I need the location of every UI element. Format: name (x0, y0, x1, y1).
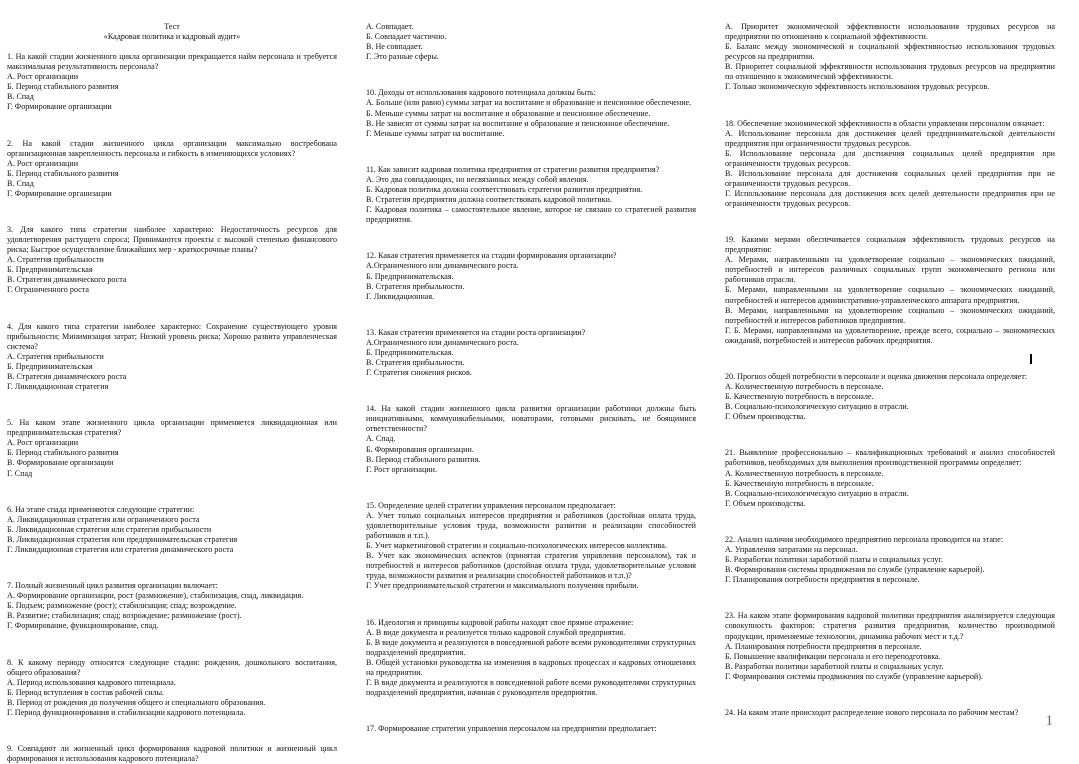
question-text: 10. Доходы от использования кадрового потенциала должны быть: (366, 88, 596, 98)
answer-option: А. Ликвидационная стратегия или ограниченного роста (7, 514, 200, 524)
answer-option: Г. Это разные сферы. (366, 52, 439, 62)
page-number: 1 (1045, 713, 1053, 729)
question-text: 21. Выявление профессионально – квалификационных требований и анализ способностей работников, необходимых для выполнения производственной программы определяет: (725, 448, 1055, 468)
answer-option: Б. Качественную потребность в персонале. (725, 392, 874, 402)
answer-option: В. Стратегия динамического роста (7, 275, 127, 285)
title-spacer (7, 42, 337, 52)
text-column-2 (366, 22, 696, 734)
answer-option: Б. Мерами, направленными на удовлетворение социально – экономических ожиданий, потребностей и интересов административно-управленческого аппарата предприятия. (725, 285, 1055, 305)
answer-option: В. Стратегия предприятия должна соответствовать кадровой политики. (366, 195, 612, 205)
answer-option: А. Рост организации (7, 438, 79, 448)
question-text: 7. Полный жизненный цикл развития организации включает: (7, 581, 218, 591)
question-text: 11. Как зависит кадровая политика предприятия от стратегии развития предприятия? (366, 164, 660, 174)
paragraph-spacer (366, 599, 696, 609)
answer-option: В. Формирования системы продвижения по службе (управление карьерой). (725, 565, 985, 575)
answer-option: В. Разработки политики заработной платы и социальных услуг. (725, 661, 944, 671)
answer-option: Г. Стратегия снижения рисков. (366, 368, 472, 378)
answer-option: А. Количественную потребность в персонале. (725, 468, 884, 478)
answer-option: А. Это два совпадающих, но несвязанных между собой явления. (366, 174, 589, 184)
answer-option: Б. Период вступления в состав рабочей силы. (7, 687, 165, 697)
answer-option: Г. Формирование, функционирование, спад. (7, 621, 159, 631)
answer-option: Г. Рост организации. (366, 464, 437, 474)
question-text: 14. На какой стадии жизненного цикла развития организации работники должны быть инициативными, коммуникабельными, новаторами, готовыми рисковать, не боящимися ответственности? (366, 404, 696, 434)
answer-option: А. Рост организации (7, 158, 79, 168)
answer-option: Б. Качественную потребность в персонале. (725, 478, 874, 488)
answer-option: Г. Формирование организации (7, 188, 112, 198)
question-text: 12. Какая стратегия применяется на стадии формирования организации? (366, 251, 617, 261)
answer-option: А. Количественную потребность в персонале. (725, 382, 884, 392)
answer-option: Г. Формирования системы продвижения по службе (управление карьерой). (725, 671, 983, 681)
question-text: 8. К какому периоду относятся следующие стадии: рождения, дошкольного воспитания, общего образования? (7, 657, 337, 677)
answer-option: Г. Только экономическую эффективность использования трудовых ресурсов. (725, 82, 990, 92)
question-text: 19. Какими мерами обеспечивается социальная эффективность трудовых ресурсов на предприятии: (725, 235, 1055, 255)
answer-option: Г. Ликвидационная стратегия или стратегия динамического роста (7, 545, 234, 554)
answer-option: Б. Разработки политики заработной платы и социальных услуг. (725, 555, 943, 565)
answer-option: В. Учет как экономических аспектов (принятая стратегия управления персоналом), так и потребностей и интересов работников (достойная оплата труда, удовлетворительные условия труда, возможности развития и реализации способностей работников и т.п.)? (366, 551, 696, 581)
answer-option: В. Не совпадает. (366, 42, 423, 52)
question-text: 3. Для какого типа стратегии наиболее характерно: Недостаточность ресурсов для удовлетворения растущего спроса; Принимаются проекты с высокой степенью финансового риска; Быстрое осуществление ближайших мер - краткосрочные планы? (7, 225, 337, 255)
answer-option: В. Стратегия прибыльности. (366, 358, 465, 368)
answer-option: В. Мерами, направленными на удовлетворение социально – экономических ожиданий, потребностей и интересов работников предприятия. (725, 305, 1055, 325)
paragraph-spacer (366, 310, 696, 320)
answer-option: А. Совпадает. (366, 22, 414, 31)
text-column-3 (725, 22, 1055, 718)
question-text: 24. На каком этапе происходит распределение нового персонала по рабочим местам? (725, 707, 1019, 717)
document-title: Тест (164, 22, 180, 31)
answer-option: Г. Период функционирования и стабилизации кадрового потенциала. (7, 707, 246, 717)
answer-option: Г. Ликвидационная. (366, 291, 435, 301)
answer-option: В. Развитие; стабилизация; спад; возрождение; размножение (рост). (7, 611, 242, 621)
question-text: 22. Анализ наличия необходимого предприятию персонала проводится на этапе: (725, 534, 1003, 544)
answer-option: В. Социально-психологическую ситуацию в отрасли. (725, 402, 909, 412)
answer-option: Г. Объем производства. (725, 412, 806, 422)
paragraph-spacer (7, 726, 337, 736)
answer-option: Г. Формирование организации (7, 102, 112, 112)
answer-option: Г. Планирования потребности предприятия в персонале. (725, 575, 920, 585)
answer-option: А. Учет только социальных интересов предприятия и работников (достойная оплата труда, удовлетворительные условия труда, возможности развития и реализации способностей работников и т.п.). (366, 510, 696, 541)
answer-option: В. Спад (7, 178, 34, 188)
question-text: 5. На каком этапе жизненного цикла организации применяется ликвидационная или предпринимательская стратегия? (7, 418, 337, 438)
answer-option: А. В виде документа и реализуется только кадровой службой предприятия. (366, 627, 626, 637)
answer-option: А. Мерами, направленными на удовлетворение социально – экономических ожиданий, потребностей и интересов различных социальных групп экономического региона или работников отрасли. (725, 255, 1055, 285)
question-text: 17. Формирование стратегии управления персоналом на предприятии предполагает: (366, 724, 657, 734)
paragraph-spacer (366, 70, 696, 80)
paragraph-spacer (725, 690, 1055, 700)
question-text: 23. На каком этапе формирования кадровой политики предприятия анализируется следующая совокупность факторов: стратегия развития предприятия, количество производимой продукции, применяемые технологии, динамика рабочих мест и т.д.? (725, 611, 1055, 641)
question-text: 20. Прогноз общей потребности в персонале и оценка движения персонала определяет: (725, 371, 1028, 381)
answer-option: В. Социально-психологическую ситуацию в отрасли. (725, 488, 909, 498)
answer-option: В. Не зависят от суммы затрат на воспитание и образование и пенсионное обеспечение. (366, 118, 670, 128)
answer-option: А. Рост организации (7, 72, 79, 82)
paragraph-spacer (366, 483, 696, 493)
paragraph-spacer (366, 147, 696, 157)
answer-option: Б. Предпринимательская (7, 265, 93, 275)
answer-option: А. Спад. (366, 434, 396, 444)
paragraph-spacer (7, 487, 337, 497)
question-text: 13. Какая стратегия применяется на стадии роста организации? (366, 327, 586, 337)
document-subtitle: «Кадровая политика и кадровый аудит» (103, 32, 241, 42)
answer-option: А. Больше (или равно) суммы затрат на воспитание и образование и пенсионное обеспечение. (366, 98, 692, 108)
answer-option: Б. В виде документа и реализуются в повседневной работе всеми руководителями структурных подразделений предприятия. (366, 637, 696, 657)
paragraph-spacer (725, 100, 1055, 110)
paragraph-spacer (725, 354, 1055, 364)
answer-option: Г. Спад (7, 468, 33, 478)
answer-option: Б. Учет маркетинговой стратегии и социально-психологических интересов коллектива. (366, 541, 667, 551)
answer-option: А.Ограниченного или динамического роста. (366, 337, 519, 347)
paragraph-spacer (725, 593, 1055, 603)
question-text: 16. Идеология и принципы кадровой работы находят свое прямое отражение: (366, 617, 634, 627)
answer-option: Г. Использование персонала для достижения всех целей деятельности предприятия при не ограниченности трудовых ресурсов. (725, 188, 1055, 208)
answer-option: Б. Предпринимательская. (366, 347, 454, 357)
answer-option: Г. В виде документа и реализуются в повседневной работе всеми руководителями структурных подразделений предприятия, начиная с руководителя предприятия. (366, 677, 696, 697)
answer-option: Б. Период стабильного развития (7, 82, 119, 92)
answer-option: Г. Ограниченного роста (7, 285, 89, 295)
answer-option: Б. Повышение квалификации персонала и его переподготовка. (725, 651, 941, 661)
answer-option: Б. Кадровая политика должна соответствовать стратегии развития предприятия. (366, 184, 643, 194)
answer-option: Б. Использование персонала для достижения социальных целей предприятия при ограниченности трудовых ресурсов. (725, 148, 1055, 168)
paragraph-spacer (725, 430, 1055, 440)
answer-option: А. Использование персонала для достижения целей предпринимательской деятельности предприятия при ограниченности трудовых ресурсов. (725, 128, 1055, 148)
answer-option: Б. Предпринимательская (7, 361, 93, 371)
answer-option: Б. Баланс между экономической и социальной эффективностью использования трудовых ресурсов на предприятии. (725, 42, 1055, 62)
answer-option: Б. Период стабильного развития (7, 448, 119, 458)
question-text: 1. На какой стадии жизненного цикла организации прекращается найм персонала и требуется максимальная результативность персонала? (7, 52, 337, 72)
paragraph-spacer (7, 304, 337, 314)
answer-option: В. Использование персонала для достижения социальных целей предприятия при не ограниченности трудовых ресурсов. (725, 168, 1055, 188)
answer-option: Б. Меньше суммы затрат на воспитание и образование и пенсионное обеспечение. (366, 108, 651, 118)
question-text: 9. Совпадают ли жизненный цикл формирования кадровой политики и жизненный цикл формирования и использования кадрового потенциала? (7, 744, 337, 764)
question-text: 15. Определение целей стратегии управления персоналом предполагает: (366, 500, 616, 510)
answer-option: Б. Период стабильного развития (7, 168, 119, 178)
answer-option: Б. Совпадает частично. (366, 32, 447, 42)
text-cursor (1030, 354, 1032, 364)
answer-option: Г. Объем производства. (725, 498, 806, 508)
answer-option: Б. Подъем; размножение (рост); стабилизация; спад; возрождение. (7, 601, 237, 611)
question-text: 18. Обеспечение экономической эффективности в области управления персоналом означает: (725, 118, 1045, 128)
answer-option: Г. Учет предпринимательской стратегии и максимального получения прибыли. (366, 581, 639, 591)
answer-option: А. Планирования потребности предприятия в персонале. (725, 641, 922, 651)
answer-option: А.Ограниченного или динамического роста. (366, 261, 519, 271)
answer-option: А. Стратегия прибыльности (7, 351, 104, 361)
paragraph-spacer (7, 121, 337, 131)
answer-option: В. Приоритет социальной эффективности использования трудовых ресурсов на предприятии по отношению к экономической эффективности. (725, 62, 1055, 82)
paragraph-spacer (366, 706, 696, 716)
answer-option: А. Приоритет экономической эффективности использования трудовых ресурсов на предприятии по отношению к социальной эффективности. (725, 22, 1055, 42)
paragraph-spacer (7, 640, 337, 650)
answer-option: Г. Меньше суммы затрат на воспитание. (366, 128, 505, 138)
paragraph-spacer (7, 563, 337, 573)
answer-option: Г. Кадровая политика – самостоятельное явление, которое не связано со стратегией развития предприятия. (366, 205, 696, 225)
answer-option: А. Стратегия прибыльности (7, 255, 104, 265)
answer-option: В. Спад (7, 92, 34, 102)
question-text: 6. На этапе спада применяются следующие стратегии: (7, 504, 195, 514)
answer-option: Б. Предпринимательская. (366, 271, 454, 281)
answer-option: А. Формирование организации, рост (размножение), стабилизация, спад, ликвидация. (7, 591, 304, 601)
paragraph-spacer (7, 207, 337, 217)
answer-option: В. Формирование организации (7, 458, 114, 468)
answer-option: В. Общей установки руководства на изменения в кадровых процессах и кадровых отношениях на предприятии. (366, 657, 696, 677)
answer-option: А. Период использования кадрового потенциала. (7, 677, 176, 687)
answer-option: В. Стратегия динамического роста (7, 371, 127, 381)
paragraph-spacer (366, 233, 696, 243)
answer-option: В. Стратегия прибыльности. (366, 281, 465, 291)
answer-option: Б. Ликвидационная стратегия или стратегия прибыльности (7, 524, 212, 534)
answer-option: А. Управления затратами на персонал. (725, 545, 858, 554)
question-text: 4. Для какого типа стратегии наиболее характерно: Сохранение существующего уровня прибыльности; Минимизация затрат; Низкий уровень риска; Хорошо развита управленческая система? (7, 321, 337, 351)
answer-option: Г. Ликвидационная стратегия (7, 382, 109, 392)
answer-option: Г. Б. Мерами, направленными на удовлетворение, прежде всего, социально – экономических ожиданий, потребностей и интересов рабочих предприятия. (725, 325, 1055, 345)
answer-option: В. Период стабильного развития. (366, 454, 481, 464)
answer-option: В. Ликвидационная стратегия или предпринимательская стратегия (7, 534, 238, 544)
paragraph-spacer (366, 386, 696, 396)
answer-option: Б. Формирования организации. (366, 444, 474, 454)
paragraph-spacer (7, 400, 337, 410)
answer-option: В. Период от рождения до получения общего и специального образования. (7, 697, 266, 707)
text-column-1 (7, 22, 337, 764)
paragraph-spacer (725, 217, 1055, 227)
paragraph-spacer (725, 517, 1055, 527)
question-text: 2. На какой стадии жизненного цикла организации максимально востребована организационная закрепленность персонала и гибкость в изменяющихся условиях? (7, 138, 337, 158)
